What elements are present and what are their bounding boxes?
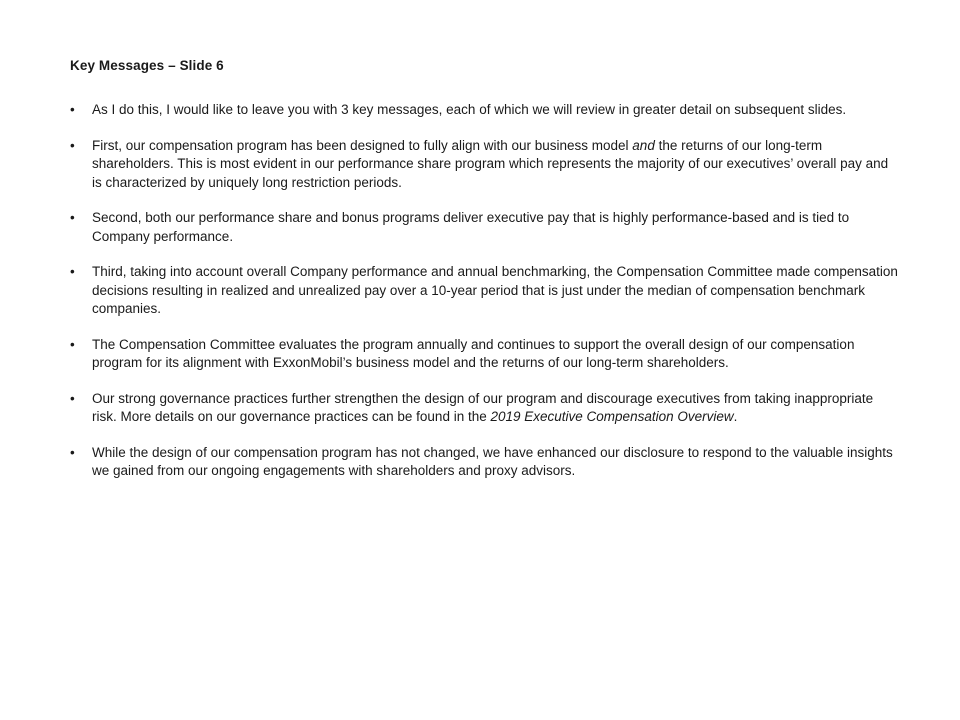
bullet-text: As I do this, I would like to leave you with 3 key messages, each of which we will review in greater detail on subsequent slides.	[92, 102, 847, 117]
list-item	[70, 263, 900, 319]
bullet-icon: •	[70, 102, 75, 117]
list-item	[70, 444, 900, 481]
list-item	[70, 390, 900, 427]
bullet-icon: •	[70, 264, 75, 279]
bullet-emphasis: and	[632, 137, 655, 153]
bullet-icon: •	[70, 137, 75, 153]
document-title-emphasis: 2019 Executive Compensation Overview	[490, 409, 734, 424]
bullet-text: The Compensation Committee evaluates the program annually and continues to support the overall design of our compensation program for its alignment with ExxonMobil’s business model and the returns of our long-term shareholders.	[92, 336, 855, 370]
list-item	[70, 101, 900, 120]
bullet-icon: •	[70, 444, 75, 460]
bullet-text: First, our compensation program has been designed to fully align with our business model	[92, 137, 633, 153]
bullet-text: the returns of our long-term shareholders. This is most evident in our performance share program which represents the majority of our executives’ overall pay and is characterized by uniquely long restriction periods.	[92, 137, 889, 190]
list-item	[70, 137, 900, 193]
list-item	[70, 209, 900, 246]
page-heading: Key Messages – Slide 6	[70, 58, 224, 73]
bullet-icon: •	[70, 210, 75, 225]
bullet-text: Our strong governance practices further strengthen the design of our program and discourage executives from taking inappropriate risk. More details on our governance practices can be found in the	[92, 390, 874, 424]
bullet-icon: •	[70, 390, 75, 406]
bullet-text: .	[733, 409, 738, 424]
document-page	[70, 58, 900, 498]
bullet-text: Second, both our performance share and bonus programs deliver executive pay that is highly performance-based and is tied to Company performance.	[92, 210, 850, 244]
bullet-text: Third, taking into account overall Company performance and annual benchmarking, the Compensation Committee made compensation decisions resulting in realized and unrealized pay over a 10-year period that is just under the median of compensation benchmark companies.	[92, 264, 898, 316]
key-messages-list	[70, 101, 900, 481]
list-item	[70, 336, 900, 373]
bullet-icon: •	[70, 336, 75, 352]
bullet-text: While the design of our compensation program has not changed, we have enhanced our disclosure to respond to the valuable insights we gained from our ongoing engagements with shareholders and proxy advisors.	[92, 444, 893, 478]
